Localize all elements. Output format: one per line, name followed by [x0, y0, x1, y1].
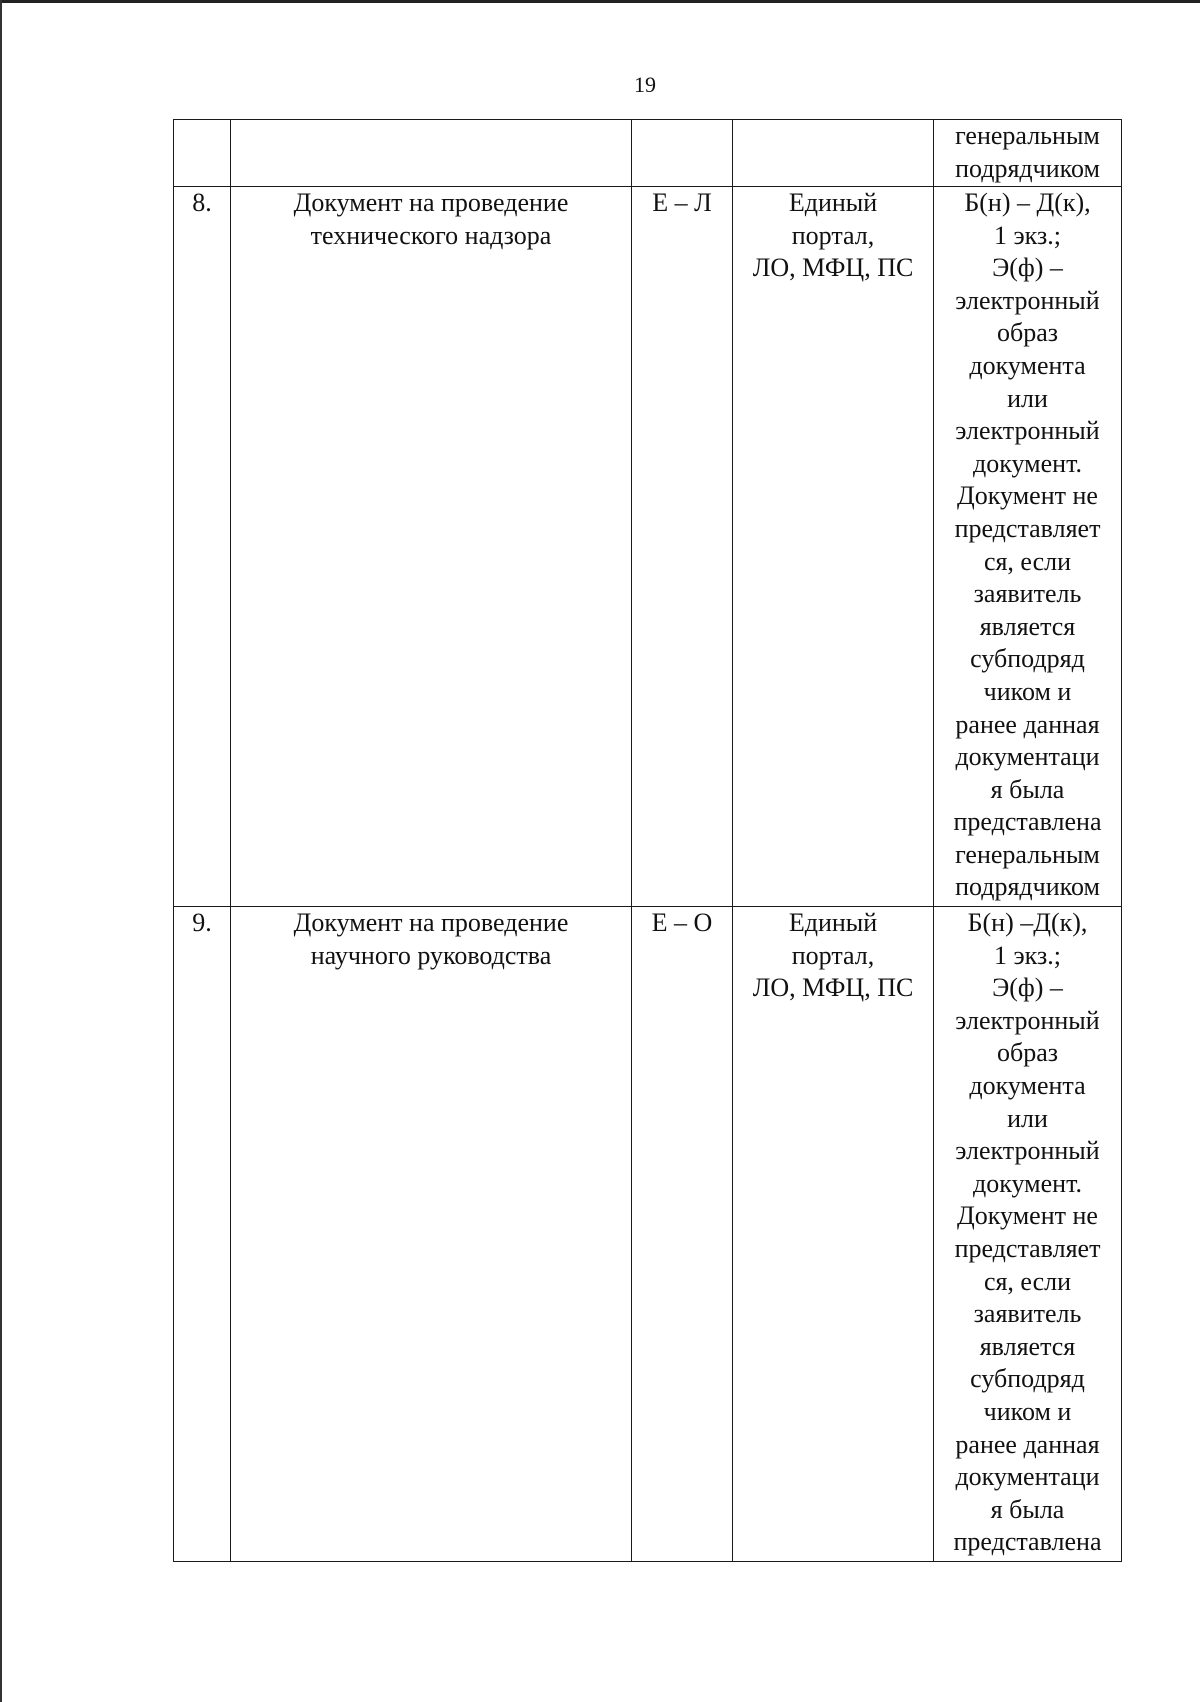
table-row	[174, 120, 1122, 187]
table-row	[174, 907, 1122, 1562]
document-form-cell	[934, 187, 1122, 907]
submission-place: Единый портал, ЛО, МФЦ, ПС	[752, 908, 914, 1003]
document-form: генеральным подрядчиком	[955, 121, 1100, 183]
row-number: 8.	[192, 188, 212, 217]
document-form-cell	[934, 120, 1122, 187]
row-number-cell	[174, 907, 231, 1562]
submission-place-cell	[733, 187, 934, 907]
document-name-cell	[231, 907, 632, 1562]
row-number-cell	[174, 187, 231, 907]
document-name-cell	[231, 120, 632, 187]
page-number: 19	[634, 72, 656, 97]
document-name: Документ на проведение научного руководства	[293, 908, 569, 970]
document-code: Е – О	[651, 908, 713, 937]
document-form-cell	[934, 907, 1122, 1562]
row-number-cell	[174, 120, 231, 187]
page-left-edge	[0, 0, 2, 1702]
document-name-cell	[231, 187, 632, 907]
submission-place-cell	[733, 120, 934, 187]
page-top-edge	[0, 0, 1200, 3]
code-cell	[632, 187, 733, 907]
row-number: 9.	[192, 908, 212, 937]
code-cell	[632, 907, 733, 1562]
document-code: Е – Л	[652, 188, 712, 217]
submission-place-cell	[733, 907, 934, 1562]
submission-place: Единый портал, ЛО, МФЦ, ПС	[752, 188, 914, 283]
document-name: Документ на проведение технического надзора	[293, 188, 569, 250]
code-cell	[632, 120, 733, 187]
document-form: Б(н) –Д(к), 1 экз.; Э(ф) – электронный образ документа или электронный документ. Документ не представляет ся, если заявитель является субподряд чиком и ранее данная документаци я была представлена	[953, 908, 1102, 1557]
table-row	[174, 187, 1122, 907]
requirements-table	[173, 119, 1122, 1562]
document-form: Б(н) – Д(к), 1 экз.; Э(ф) – электронный образ документа или электронный документ. Документ не представляет ся, если заявитель является субподряд чиком и ранее данная документаци я была представлена генеральным подрядчиком	[953, 188, 1102, 902]
